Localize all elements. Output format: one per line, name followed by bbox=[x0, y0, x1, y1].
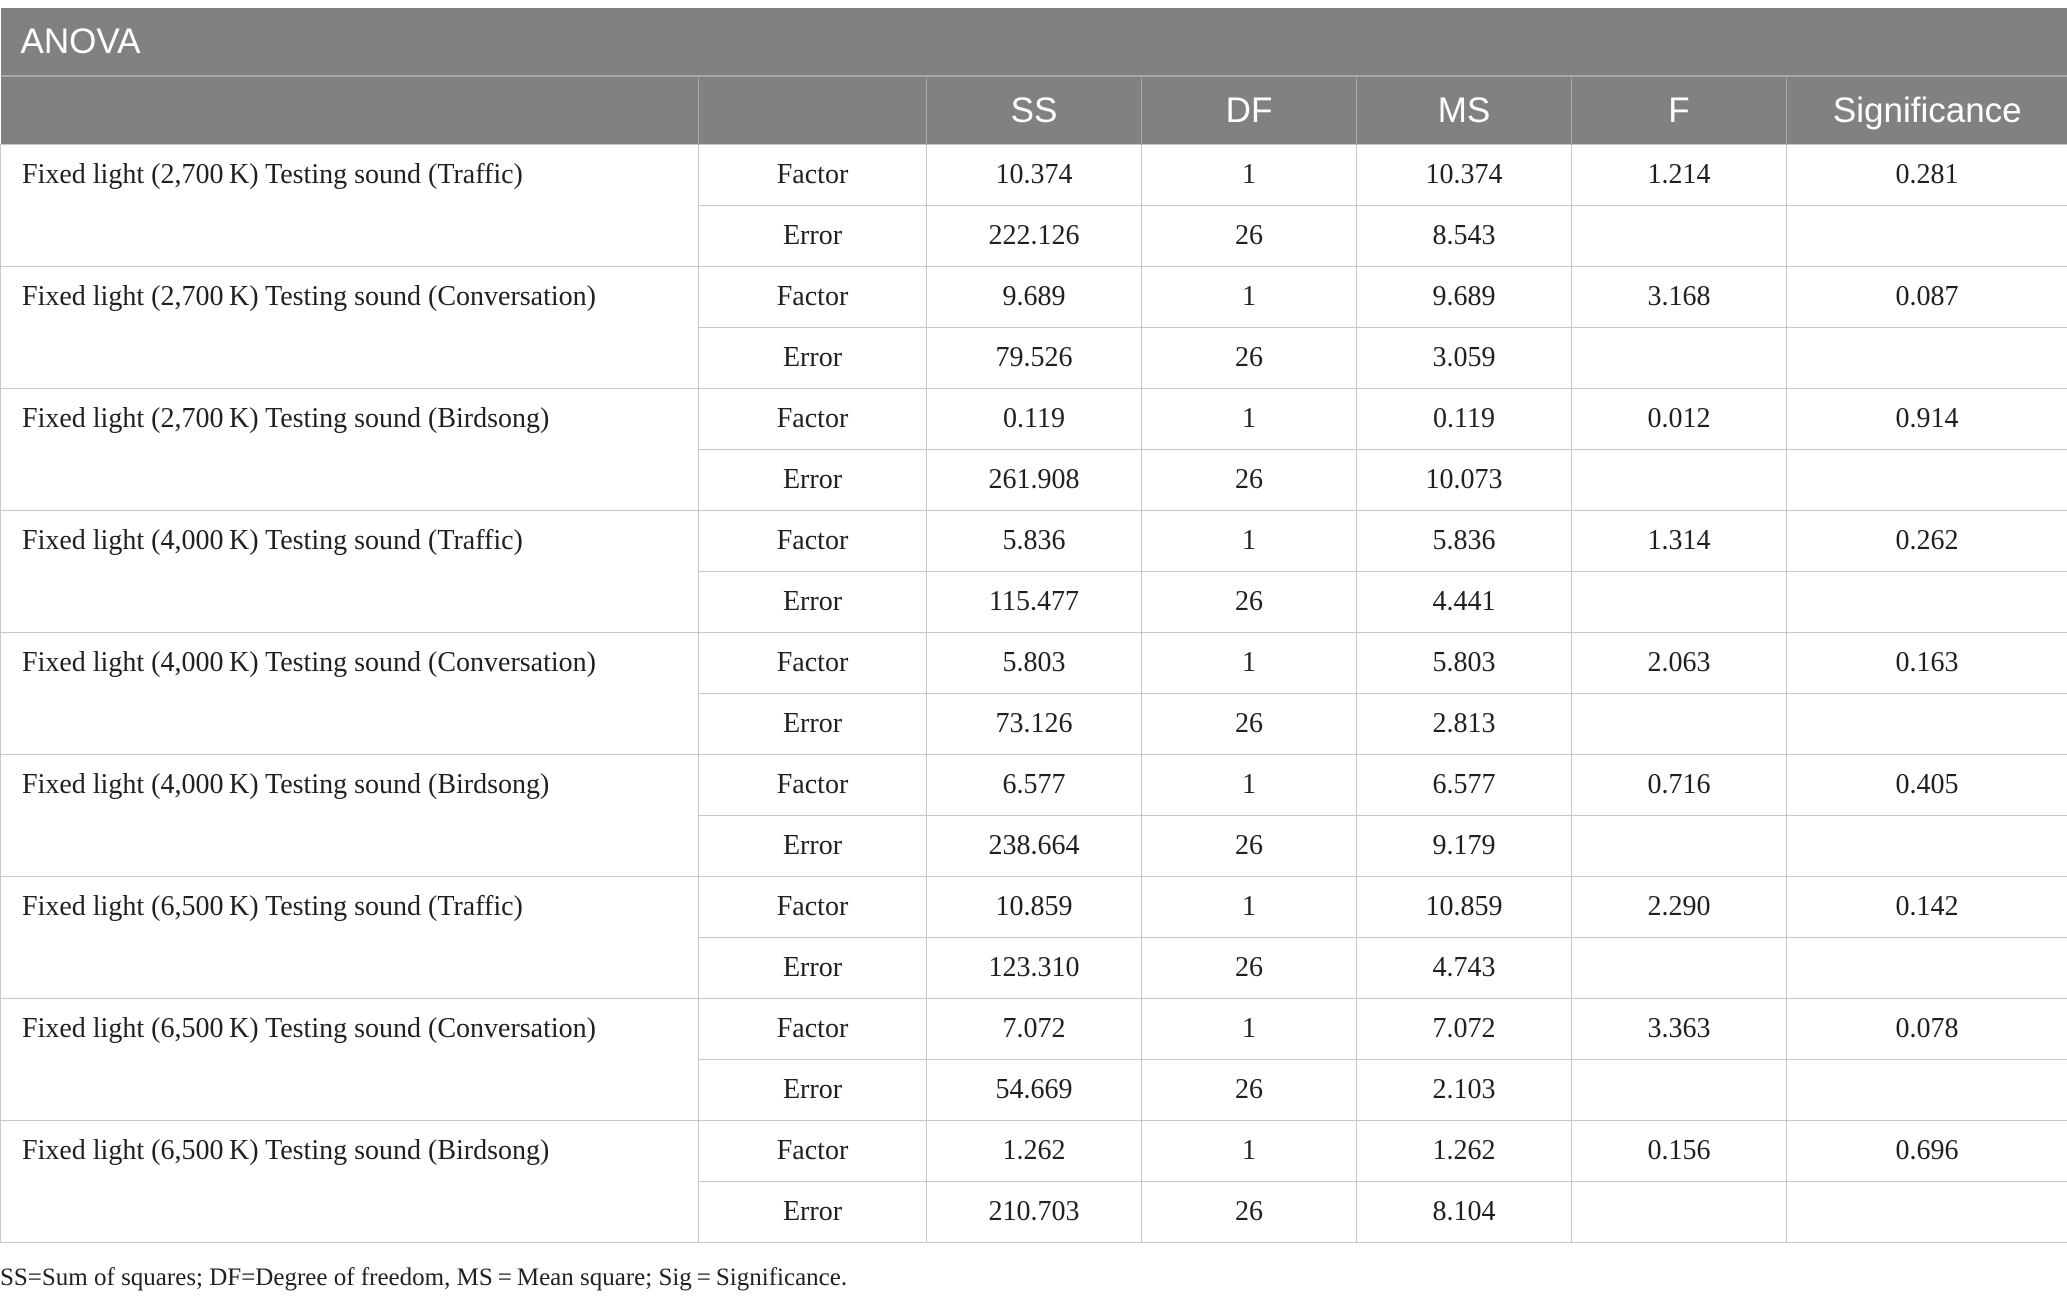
df-cell: 1 bbox=[1142, 877, 1357, 938]
f-cell: 2.063 bbox=[1572, 633, 1787, 694]
condition-label-cell: Fixed light (2,700 K) Testing sound (Birdsong) bbox=[1, 389, 699, 511]
row-type-cell: Error bbox=[699, 938, 927, 999]
significance-cell bbox=[1787, 938, 2067, 999]
row-type-cell: Factor bbox=[699, 755, 927, 816]
f-cell: 3.168 bbox=[1572, 267, 1787, 328]
ms-cell: 4.743 bbox=[1357, 938, 1572, 999]
ss-cell: 6.577 bbox=[927, 755, 1142, 816]
ss-cell: 54.669 bbox=[927, 1060, 1142, 1121]
significance-cell: 0.087 bbox=[1787, 267, 2067, 328]
ms-cell: 10.374 bbox=[1357, 145, 1572, 206]
table-row bbox=[1, 511, 2067, 572]
ms-cell: 2.813 bbox=[1357, 694, 1572, 755]
ss-cell: 1.262 bbox=[927, 1121, 1142, 1182]
ss-cell: 7.072 bbox=[927, 999, 1142, 1060]
f-cell: 2.290 bbox=[1572, 877, 1787, 938]
table-row bbox=[1, 877, 2067, 938]
df-cell: 26 bbox=[1142, 1060, 1357, 1121]
df-cell: 1 bbox=[1142, 145, 1357, 206]
table-row bbox=[1, 755, 2067, 816]
significance-cell: 0.262 bbox=[1787, 511, 2067, 572]
header-ss: SS bbox=[927, 76, 1142, 145]
ss-cell: 238.664 bbox=[927, 816, 1142, 877]
ss-cell: 79.526 bbox=[927, 328, 1142, 389]
f-cell bbox=[1572, 450, 1787, 511]
significance-cell: 0.078 bbox=[1787, 999, 2067, 1060]
f-cell: 1.214 bbox=[1572, 145, 1787, 206]
row-type-cell: Error bbox=[699, 1182, 927, 1243]
f-cell bbox=[1572, 694, 1787, 755]
ms-cell: 0.119 bbox=[1357, 389, 1572, 450]
ms-cell: 2.103 bbox=[1357, 1060, 1572, 1121]
row-type-cell: Error bbox=[699, 450, 927, 511]
header-significance: Significance bbox=[1787, 76, 2067, 145]
table-row bbox=[1, 1121, 2067, 1182]
f-cell bbox=[1572, 328, 1787, 389]
row-type-cell: Error bbox=[699, 816, 927, 877]
row-type-cell: Factor bbox=[699, 389, 927, 450]
df-cell: 1 bbox=[1142, 633, 1357, 694]
ms-cell: 9.179 bbox=[1357, 816, 1572, 877]
f-cell bbox=[1572, 1060, 1787, 1121]
row-type-cell: Error bbox=[699, 694, 927, 755]
ss-cell: 261.908 bbox=[927, 450, 1142, 511]
row-type-cell: Error bbox=[699, 1060, 927, 1121]
f-cell: 0.156 bbox=[1572, 1121, 1787, 1182]
ms-cell: 4.441 bbox=[1357, 572, 1572, 633]
significance-cell: 0.163 bbox=[1787, 633, 2067, 694]
df-cell: 26 bbox=[1142, 450, 1357, 511]
ss-cell: 123.310 bbox=[927, 938, 1142, 999]
df-cell: 26 bbox=[1142, 206, 1357, 267]
condition-label-cell: Fixed light (6,500 K) Testing sound (Birdsong) bbox=[1, 1121, 699, 1243]
ss-cell: 222.126 bbox=[927, 206, 1142, 267]
table-row bbox=[1, 145, 2067, 206]
row-type-cell: Factor bbox=[699, 267, 927, 328]
row-type-cell: Factor bbox=[699, 511, 927, 572]
ss-cell: 0.119 bbox=[927, 389, 1142, 450]
row-type-cell: Error bbox=[699, 572, 927, 633]
row-type-cell: Error bbox=[699, 328, 927, 389]
ms-cell: 6.577 bbox=[1357, 755, 1572, 816]
condition-label-cell: Fixed light (2,700 K) Testing sound (Conversation) bbox=[1, 267, 699, 389]
row-type-cell: Error bbox=[699, 206, 927, 267]
condition-label-cell: Fixed light (6,500 K) Testing sound (Conversation) bbox=[1, 999, 699, 1121]
table-title-row bbox=[1, 8, 2067, 76]
ms-cell: 1.262 bbox=[1357, 1121, 1572, 1182]
ms-cell: 5.803 bbox=[1357, 633, 1572, 694]
significance-cell: 0.281 bbox=[1787, 145, 2067, 206]
df-cell: 26 bbox=[1142, 816, 1357, 877]
ms-cell: 8.543 bbox=[1357, 206, 1572, 267]
condition-label-cell: Fixed light (4,000 K) Testing sound (Birdsong) bbox=[1, 755, 699, 877]
header-df: DF bbox=[1142, 76, 1357, 145]
condition-label-cell: Fixed light (2,700 K) Testing sound (Traffic) bbox=[1, 145, 699, 267]
anova-table bbox=[0, 8, 2067, 1243]
ms-cell: 8.104 bbox=[1357, 1182, 1572, 1243]
table-row bbox=[1, 267, 2067, 328]
df-cell: 1 bbox=[1142, 267, 1357, 328]
ms-cell: 10.859 bbox=[1357, 877, 1572, 938]
row-type-cell: Factor bbox=[699, 877, 927, 938]
df-cell: 26 bbox=[1142, 1182, 1357, 1243]
df-cell: 26 bbox=[1142, 694, 1357, 755]
significance-cell: 0.696 bbox=[1787, 1121, 2067, 1182]
row-type-cell: Factor bbox=[699, 633, 927, 694]
table-body bbox=[1, 145, 2067, 1243]
f-cell bbox=[1572, 938, 1787, 999]
significance-cell bbox=[1787, 328, 2067, 389]
f-cell: 0.716 bbox=[1572, 755, 1787, 816]
condition-label-cell: Fixed light (4,000 K) Testing sound (Traffic) bbox=[1, 511, 699, 633]
ms-cell: 9.689 bbox=[1357, 267, 1572, 328]
significance-cell bbox=[1787, 450, 2067, 511]
table-row bbox=[1, 389, 2067, 450]
ms-cell: 3.059 bbox=[1357, 328, 1572, 389]
df-cell: 26 bbox=[1142, 572, 1357, 633]
significance-cell bbox=[1787, 694, 2067, 755]
table-title: ANOVA bbox=[1, 8, 2067, 76]
ss-cell: 115.477 bbox=[927, 572, 1142, 633]
df-cell: 1 bbox=[1142, 389, 1357, 450]
f-cell bbox=[1572, 572, 1787, 633]
f-cell bbox=[1572, 1182, 1787, 1243]
row-type-cell: Factor bbox=[699, 1121, 927, 1182]
table-row bbox=[1, 633, 2067, 694]
ms-cell: 10.073 bbox=[1357, 450, 1572, 511]
ss-cell: 210.703 bbox=[927, 1182, 1142, 1243]
ss-cell: 5.803 bbox=[927, 633, 1142, 694]
significance-cell: 0.914 bbox=[1787, 389, 2067, 450]
df-cell: 26 bbox=[1142, 328, 1357, 389]
ss-cell: 9.689 bbox=[927, 267, 1142, 328]
condition-label-cell: Fixed light (6,500 K) Testing sound (Traffic) bbox=[1, 877, 699, 999]
f-cell: 1.314 bbox=[1572, 511, 1787, 572]
ss-cell: 5.836 bbox=[927, 511, 1142, 572]
header-f: F bbox=[1572, 76, 1787, 145]
f-cell: 3.363 bbox=[1572, 999, 1787, 1060]
ss-cell: 10.374 bbox=[927, 145, 1142, 206]
f-cell bbox=[1572, 206, 1787, 267]
header-type bbox=[699, 76, 927, 145]
anova-table-container bbox=[0, 8, 2067, 1243]
table-footnote: SS=Sum of squares; DF=Degree of freedom, MS = Mean square; Sig = Significance. bbox=[0, 1264, 848, 1291]
f-cell bbox=[1572, 816, 1787, 877]
row-type-cell: Factor bbox=[699, 999, 927, 1060]
condition-label-cell: Fixed light (4,000 K) Testing sound (Conversation) bbox=[1, 633, 699, 755]
significance-cell: 0.142 bbox=[1787, 877, 2067, 938]
column-header-row bbox=[1, 76, 2067, 145]
df-cell: 1 bbox=[1142, 1121, 1357, 1182]
df-cell: 1 bbox=[1142, 511, 1357, 572]
significance-cell bbox=[1787, 1182, 2067, 1243]
header-label bbox=[1, 76, 699, 145]
df-cell: 26 bbox=[1142, 938, 1357, 999]
table-row bbox=[1, 999, 2067, 1060]
ms-cell: 5.836 bbox=[1357, 511, 1572, 572]
ss-cell: 10.859 bbox=[927, 877, 1142, 938]
df-cell: 1 bbox=[1142, 755, 1357, 816]
significance-cell bbox=[1787, 206, 2067, 267]
significance-cell bbox=[1787, 1060, 2067, 1121]
header-ms: MS bbox=[1357, 76, 1572, 145]
ss-cell: 73.126 bbox=[927, 694, 1142, 755]
significance-cell: 0.405 bbox=[1787, 755, 2067, 816]
significance-cell bbox=[1787, 572, 2067, 633]
f-cell: 0.012 bbox=[1572, 389, 1787, 450]
significance-cell bbox=[1787, 816, 2067, 877]
row-type-cell: Factor bbox=[699, 145, 927, 206]
ms-cell: 7.072 bbox=[1357, 999, 1572, 1060]
df-cell: 1 bbox=[1142, 999, 1357, 1060]
